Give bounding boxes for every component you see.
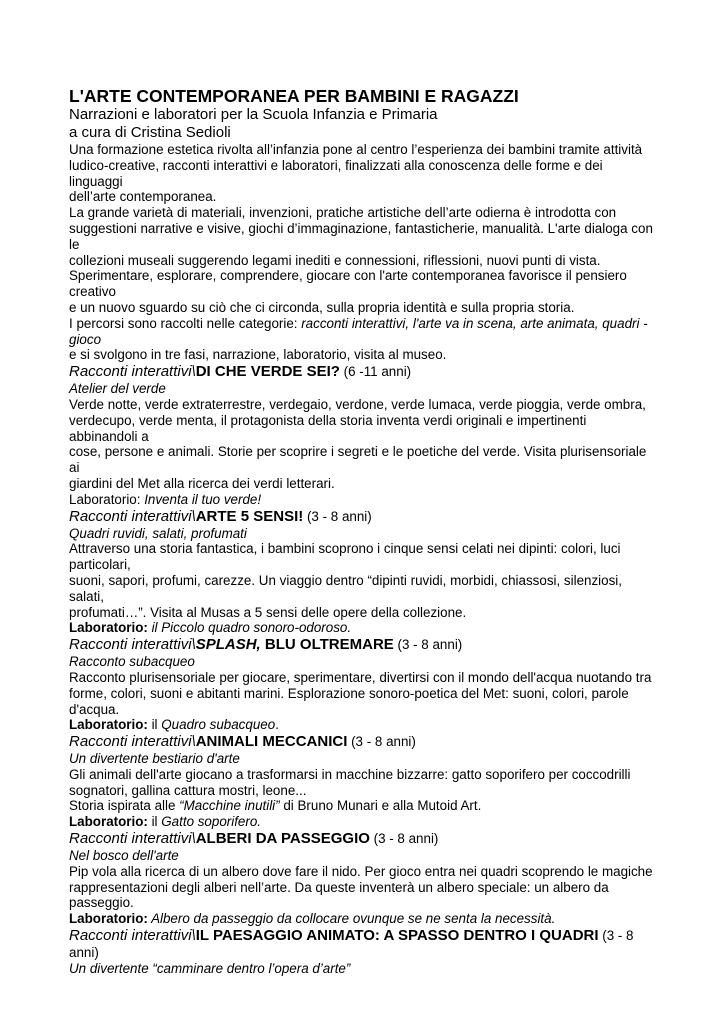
- intro-line: Una formazione estetica rivolta all’infanzia pone al centro l’esperienza dei bambini tramite attività: [69, 142, 643, 157]
- section-text: Storia ispirata alle: [69, 798, 180, 814]
- section-lab: [69, 717, 659, 733]
- section-age-cont: anni): [69, 945, 99, 961]
- section-heading: [69, 363, 659, 381]
- section-text-italic: “Macchine inutili”: [179, 798, 280, 814]
- section-subtitle: Un divertente bestiario d'arte: [69, 751, 240, 767]
- section-subtitle: Un divertente “camminare dentro l’opera d’arte”: [69, 960, 351, 976]
- intro-line: e si svolgono in tre fasi, narrazione, laboratorio, visita al museo.: [69, 347, 447, 363]
- section-category: Racconti interattivi\: [69, 363, 196, 381]
- section-line: suoni, sapori, profumi, carezze. Un viaggio dentro “dipinti ruvidi, morbidi, chiassosi, silenziosi,: [69, 572, 622, 588]
- lab-label: Laboratorio:: [69, 717, 148, 733]
- document-subtitle: Narrazioni e laboratori per la Scuola Infanzia e Primaria: [69, 106, 438, 123]
- section-age: (3 - 8 anni): [347, 734, 416, 750]
- intro-line: e un nuovo sguardo su ciò che ci circonda, sulla propria identità e sulla propria storia.: [69, 299, 575, 315]
- section-category: Racconti interattivi\: [69, 927, 196, 945]
- section-subtitle: Racconto subacqueo: [69, 654, 195, 670]
- section-lab: [69, 911, 659, 927]
- section-line: abbinandoli a: [69, 428, 149, 444]
- lab-text: Quadro subacqueo: [161, 717, 276, 733]
- section-subtitle: Quadri ruvidi, salati, profumati: [69, 525, 247, 541]
- section-line: Verde notte, verde extraterrestre, verdegaio, verdone, verde lumaca, verde pioggia, verde ombra,: [69, 396, 646, 412]
- lab-text: Gatto soporifero.: [161, 814, 262, 830]
- section-age: (6 -11 anni): [339, 364, 412, 380]
- section-line: verdecupo, verde menta, il protagonista della storia inventa verdi originali e impertinenti: [69, 412, 587, 428]
- section-age: (3 - 8 anni): [303, 508, 372, 524]
- section-line: Racconto plurisensoriale per giocare, sperimentare, divertirsi con il mondo dell'acqua nuotando tra: [69, 669, 652, 685]
- lab-text-pre: il: [147, 814, 162, 830]
- lab-text-post: .: [275, 717, 279, 733]
- section-line: d'acqua.: [69, 701, 120, 717]
- intro-line: ludico-creative, racconti interattivi e laboratori, finalizzati alla conoscenza delle forme e dei: [69, 157, 603, 173]
- section-category: Racconti interattivi\: [69, 733, 196, 751]
- section-title: BLU OLTREMARE: [260, 636, 394, 654]
- section-age: (3 - 8: [598, 928, 634, 944]
- intro-line: dell’arte contemporanea.: [69, 189, 217, 205]
- section-heading: [69, 636, 659, 654]
- intro-line: creativo: [69, 284, 116, 300]
- intro-paragraph: [69, 142, 659, 363]
- section-title: ANIMALI MECCANICI: [195, 733, 348, 751]
- section-text: di Bruno Munari e alla Mutoid Art.: [279, 798, 482, 814]
- categories-list: racconti interattivi, l'arte va in scena, arte animata, quadri -: [301, 315, 648, 331]
- lab-label: Laboratorio:: [69, 911, 148, 927]
- section-title-italic: SPLASH,: [195, 636, 261, 654]
- lab-text: Albero da passeggio da collocare ovunque se ne senta la necessità.: [147, 911, 556, 927]
- section-line: forme, colori, suoni e abitanti marini. Esplorazione sonoro-poetica del Met: suoni, colori, parole: [69, 685, 629, 701]
- intro-line: suggestioni narrative e visive, giochi d’immaginazione, fantasticherie, manualità. L'arte dialoga con: [69, 220, 653, 236]
- section-category: Racconti interattivi\: [69, 830, 196, 848]
- lab-text: Inventa il tuo verde!: [144, 491, 262, 507]
- section-line: profumati…”. Visita al Musas a 5 sensi delle opere della collezione.: [69, 604, 467, 620]
- intro-line: [69, 316, 659, 332]
- section-age: (3 - 8 anni): [369, 831, 439, 847]
- lab-text: il Piccolo quadro sonoro-odoroso.: [147, 620, 352, 636]
- section-heading: [69, 508, 659, 526]
- section-title: IL PAESAGGIO ANIMATO: A SPASSO DENTRO I QUADRI: [195, 927, 599, 945]
- section-line: Pip vola alla ricerca di un albero dove fare il nido. Per gioco entra nei quadri scoprendo le magiche: [69, 863, 653, 879]
- section-title: DI CHE VERDE SEI?: [195, 363, 340, 381]
- section-line: cose, persone e animali. Storie per scoprire i segreti e le poetiche del verde. Visita plurisensoriale: [69, 444, 647, 460]
- section-line: Attraverso una storia fantastica, i bambini scoprono i cinque sensi celati nei dipinti: colori, luci: [69, 541, 621, 557]
- section-lab: [69, 620, 659, 636]
- section-line: sognatori, gallina cattura mostri, leone...: [69, 782, 307, 798]
- section-title: ALBERI DA PASSEGGIO: [195, 830, 370, 848]
- intro-line: le: [69, 236, 80, 252]
- section-line: rappresentazioni degli alberi nell’arte. Da queste inventerà un albero speciale: un albero da: [69, 879, 609, 895]
- intro-line: collezioni museali suggerendo legami inediti e connessioni, riflessioni, nuovi punti di vista.: [69, 252, 601, 268]
- section-category: Racconti interattivi\: [69, 636, 196, 654]
- section-lab: [69, 814, 659, 830]
- section-lab: [69, 492, 659, 508]
- document-title: L'ARTE CONTEMPORANEA PER BAMBINI E RAGAZZI: [69, 86, 519, 106]
- section-subtitle: Atelier del verde: [69, 381, 166, 397]
- section-line: passeggio.: [69, 895, 134, 911]
- section-subtitle: Nel bosco dell'arte: [69, 848, 179, 864]
- intro-line: La grande varietà di materiali, invenzioni, pratiche artistiche dell’arte odierna è introdotta con: [69, 205, 617, 221]
- intro-text: I percorsi sono raccolti nelle categorie:: [69, 315, 302, 331]
- section-line: giardini del Met alla ricerca dei verdi letterari.: [69, 475, 335, 491]
- section-heading: [69, 830, 659, 848]
- section-line: salati,: [69, 588, 104, 604]
- section-age: (3 - 8 anni): [393, 637, 463, 653]
- section-category: Racconti interattivi\: [69, 507, 196, 525]
- section-heading: [69, 733, 659, 751]
- section-line: [69, 798, 659, 814]
- lab-label: Laboratorio:: [69, 814, 148, 830]
- section-line: particolari,: [69, 557, 131, 573]
- lab-text-pre: il: [147, 717, 162, 733]
- section-line: Gli animali dell'arte giocano a trasformarsi in macchine bizzarre: gatto soporifero per coccodrilli: [69, 766, 631, 782]
- intro-line: linguaggi: [69, 173, 123, 189]
- lab-label: Laboratorio:: [69, 491, 145, 507]
- section-line: ai: [69, 460, 80, 476]
- lab-label: Laboratorio:: [69, 620, 148, 636]
- document-author: a cura di Cristina Sedioli: [69, 124, 231, 141]
- document-page: [69, 86, 659, 977]
- intro-line: Sperimentare, esplorare, comprendere, giocare con l'arte contemporanea favorisce il pensiero: [69, 268, 627, 284]
- section-heading: [69, 927, 659, 945]
- section-title: ARTE 5 SENSI!: [195, 507, 304, 525]
- intro-line: gioco: [69, 331, 102, 347]
